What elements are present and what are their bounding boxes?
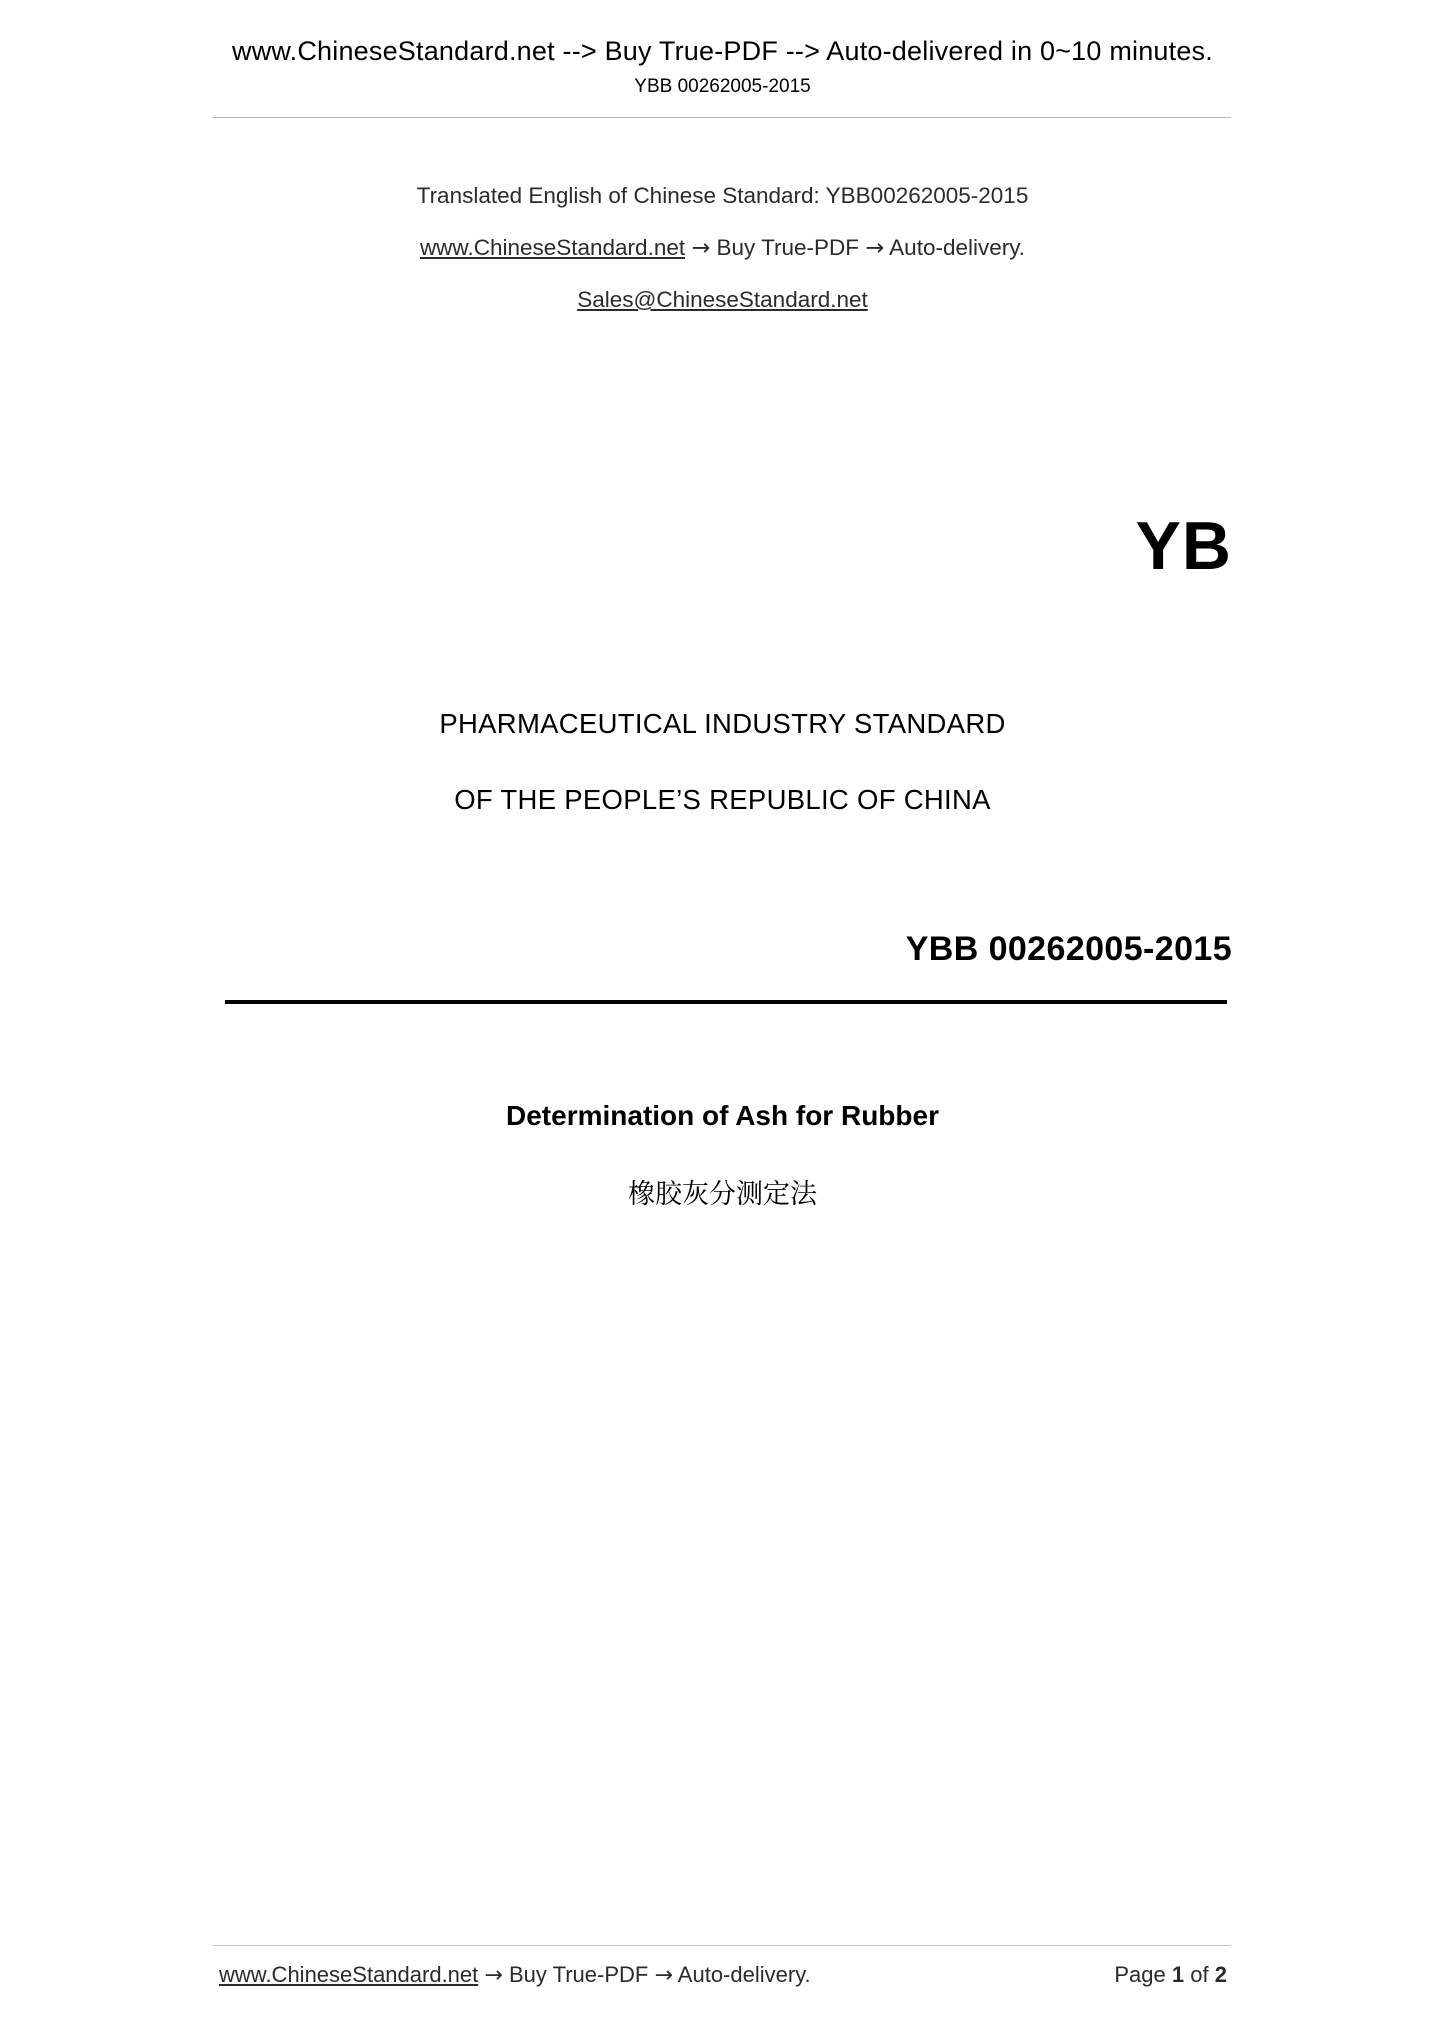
footer-site-link[interactable]: www.ChineseStandard.net bbox=[219, 1962, 479, 1987]
header-standard-code: YBB 00262005-2015 bbox=[634, 76, 811, 97]
arrow-right-icon: → bbox=[691, 235, 711, 261]
intro-site-link[interactable]: www.ChineseStandard.net bbox=[419, 235, 686, 260]
arrow-right-icon-4: → bbox=[654, 1963, 673, 1988]
standard-number: YBB 00262005-2015 bbox=[905, 930, 1232, 968]
page-indicator bbox=[1114, 1962, 1227, 1988]
intro-delivery-text: Auto-delivery. bbox=[889, 235, 1026, 260]
promo-banner: www.ChineseStandard.net --> Buy True-PDF --> Auto-delivered in 0~10 minutes. bbox=[232, 36, 1213, 66]
footer-promo bbox=[219, 1962, 811, 1988]
page-current: 1 bbox=[1171, 1962, 1185, 1987]
yb-logo: YB bbox=[1135, 508, 1232, 584]
standard-authority-line-2: OF THE PEOPLE’S REPUBLIC OF CHINA bbox=[454, 784, 991, 815]
page-total: 2 bbox=[1214, 1962, 1227, 1987]
title-divider bbox=[225, 1000, 1227, 1004]
intro-block bbox=[0, 170, 1445, 326]
intro-translated-line: Translated English of Chinese Standard: YBB00262005-2015 bbox=[416, 183, 1029, 208]
arrow-right-icon-2: → bbox=[865, 235, 885, 261]
page-footer bbox=[213, 1962, 1231, 1996]
page-label: Page bbox=[1114, 1962, 1166, 1987]
standard-authority-line-1: PHARMACEUTICAL INDUSTRY STANDARD bbox=[439, 708, 1006, 739]
header-divider bbox=[213, 117, 1231, 118]
sales-email-link[interactable]: Sales@ChineseStandard.net bbox=[577, 287, 868, 312]
document-title-english: Determination of Ash for Rubber bbox=[506, 1100, 939, 1131]
intro-email-line bbox=[0, 274, 1445, 326]
page-of-label: of bbox=[1190, 1962, 1209, 1987]
footer-divider bbox=[213, 1945, 1231, 1946]
document-title-chinese: 橡胶灰分测定法 bbox=[628, 1179, 817, 1210]
footer-buy-text: Buy True-PDF bbox=[508, 1962, 649, 1987]
intro-purchase-line bbox=[0, 222, 1445, 274]
footer-delivery-text: Auto-delivery. bbox=[677, 1962, 811, 1987]
arrow-right-icon-3: → bbox=[484, 1963, 503, 1988]
intro-buy-text: Buy True-PDF bbox=[716, 235, 860, 260]
